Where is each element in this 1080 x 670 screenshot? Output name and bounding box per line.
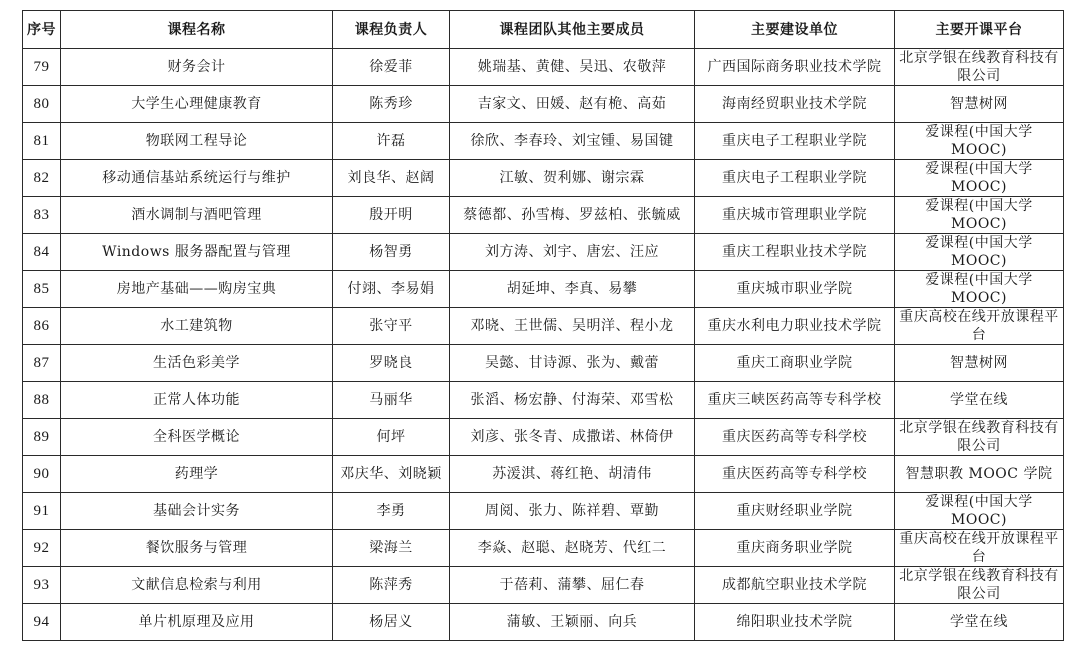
cell-team-members: 周阅、张力、陈祥碧、覃勤: [450, 493, 695, 530]
cell-no: 88: [23, 382, 61, 419]
cell-platform: 北京学银在线教育科技有限公司: [895, 49, 1064, 86]
cell-team-members: 刘方涛、刘宇、唐宏、汪应: [450, 234, 695, 271]
cell-platform: 爱课程(中国大学 MOOC): [895, 197, 1064, 234]
cell-course-lead: 殷开明: [333, 197, 450, 234]
cell-team-members: 胡延坤、李真、易攀: [450, 271, 695, 308]
cell-platform: 智慧树网: [895, 86, 1064, 123]
cell-team-members: 江敏、贺利娜、谢宗霖: [450, 160, 695, 197]
table-row: [23, 234, 1064, 271]
cell-no: 84: [23, 234, 61, 271]
cell-team-members: 于蓓莉、蒲攀、屈仁春: [450, 567, 695, 604]
cell-team-members: 姚瑞基、黄健、吴迅、农敬萍: [450, 49, 695, 86]
cell-course-name: 全科医学概论: [61, 419, 333, 456]
cell-course-lead: 梁海兰: [333, 530, 450, 567]
cell-team-members: 吴懿、甘诗源、张为、戴蕾: [450, 345, 695, 382]
cell-platform: 爱课程(中国大学 MOOC): [895, 271, 1064, 308]
table-row: [23, 86, 1064, 123]
cell-course-lead: 杨智勇: [333, 234, 450, 271]
cell-course-name: 基础会计实务: [61, 493, 333, 530]
cell-course-name: 单片机原理及应用: [61, 604, 333, 641]
table-row: [23, 567, 1064, 604]
cell-course-lead: 何坪: [333, 419, 450, 456]
cell-team-members: 李焱、赵聪、赵晓芳、代红二: [450, 530, 695, 567]
cell-course-lead: 张守平: [333, 308, 450, 345]
cell-no: 79: [23, 49, 61, 86]
cell-platform: 北京学银在线教育科技有限公司: [895, 419, 1064, 456]
cell-building-unit: 广西国际商务职业技术学院: [695, 49, 895, 86]
cell-no: 82: [23, 160, 61, 197]
cell-no: 81: [23, 123, 61, 160]
cell-building-unit: 重庆医药高等专科学校: [695, 456, 895, 493]
cell-building-unit: 重庆城市职业学院: [695, 271, 895, 308]
cell-platform: 爱课程(中国大学 MOOC): [895, 234, 1064, 271]
cell-no: 92: [23, 530, 61, 567]
cell-platform: 学堂在线: [895, 382, 1064, 419]
cell-course-lead: 陈秀珍: [333, 86, 450, 123]
cell-no: 83: [23, 197, 61, 234]
cell-course-lead: 邓庆华、刘晓颖: [333, 456, 450, 493]
table-row: [23, 271, 1064, 308]
course-table: [22, 10, 1064, 641]
cell-platform: 重庆高校在线开放课程平台: [895, 308, 1064, 345]
cell-course-name: 物联网工程导论: [61, 123, 333, 160]
cell-no: 93: [23, 567, 61, 604]
cell-platform: 重庆高校在线开放课程平台: [895, 530, 1064, 567]
cell-team-members: 张滔、杨宏静、付海荣、邓雪松: [450, 382, 695, 419]
cell-no: 85: [23, 271, 61, 308]
cell-building-unit: 重庆医药高等专科学校: [695, 419, 895, 456]
cell-building-unit: 重庆财经职业学院: [695, 493, 895, 530]
header-building-unit: 主要建设单位: [695, 11, 895, 49]
cell-course-lead: 徐爱菲: [333, 49, 450, 86]
cell-platform: 智慧树网: [895, 345, 1064, 382]
cell-no: 90: [23, 456, 61, 493]
cell-team-members: 邓晓、王世儒、吴明洋、程小龙: [450, 308, 695, 345]
cell-course-lead: 付翊、李易娟: [333, 271, 450, 308]
cell-no: 89: [23, 419, 61, 456]
cell-course-name: 酒水调制与酒吧管理: [61, 197, 333, 234]
cell-course-name: 财务会计: [61, 49, 333, 86]
table-row: [23, 123, 1064, 160]
cell-building-unit: 重庆商务职业学院: [695, 530, 895, 567]
header-no: 序号: [23, 11, 61, 49]
cell-platform: 智慧职教 MOOC 学院: [895, 456, 1064, 493]
cell-course-lead: 许磊: [333, 123, 450, 160]
cell-course-name: Windows 服务器配置与管理: [61, 234, 333, 271]
cell-no: 86: [23, 308, 61, 345]
cell-no: 91: [23, 493, 61, 530]
cell-team-members: 蔡德都、孙雪梅、罗兹柏、张毓威: [450, 197, 695, 234]
cell-course-name: 生活色彩美学: [61, 345, 333, 382]
cell-building-unit: 重庆城市管理职业学院: [695, 197, 895, 234]
cell-course-lead: 罗晓良: [333, 345, 450, 382]
cell-building-unit: 重庆电子工程职业学院: [695, 123, 895, 160]
cell-course-name: 移动通信基站系统运行与维护: [61, 160, 333, 197]
cell-platform: 学堂在线: [895, 604, 1064, 641]
cell-course-name: 正常人体功能: [61, 382, 333, 419]
cell-platform: 爱课程(中国大学 MOOC): [895, 160, 1064, 197]
table-row: [23, 456, 1064, 493]
cell-course-lead: 杨居义: [333, 604, 450, 641]
cell-building-unit: 重庆工商职业学院: [695, 345, 895, 382]
cell-building-unit: 重庆三峡医药高等专科学校: [695, 382, 895, 419]
cell-platform: 爱课程(中国大学 MOOC): [895, 123, 1064, 160]
cell-platform: 北京学银在线教育科技有限公司: [895, 567, 1064, 604]
header-platform: 主要开课平台: [895, 11, 1064, 49]
cell-course-name: 餐饮服务与管理: [61, 530, 333, 567]
cell-course-lead: 马丽华: [333, 382, 450, 419]
table-row: [23, 345, 1064, 382]
header-course-lead: 课程负责人: [333, 11, 450, 49]
header-course-name: 课程名称: [61, 11, 333, 49]
table-row: [23, 382, 1064, 419]
cell-building-unit: 绵阳职业技术学院: [695, 604, 895, 641]
cell-building-unit: 重庆水利电力职业技术学院: [695, 308, 895, 345]
cell-course-name: 房地产基础——购房宝典: [61, 271, 333, 308]
table-row: [23, 604, 1064, 641]
cell-team-members: 刘彦、张冬青、成撒诺、林倚伊: [450, 419, 695, 456]
cell-course-lead: 陈萍秀: [333, 567, 450, 604]
cell-team-members: 吉家文、田媛、赵有桅、高茹: [450, 86, 695, 123]
cell-course-lead: 李勇: [333, 493, 450, 530]
cell-team-members: 苏湲淇、蒋红艳、胡清伟: [450, 456, 695, 493]
cell-no: 87: [23, 345, 61, 382]
cell-team-members: 蒲敏、王颖丽、向兵: [450, 604, 695, 641]
cell-building-unit: 海南经贸职业技术学院: [695, 86, 895, 123]
table-row: [23, 308, 1064, 345]
table-row: [23, 493, 1064, 530]
cell-course-name: 水工建筑物: [61, 308, 333, 345]
cell-no: 80: [23, 86, 61, 123]
cell-course-lead: 刘良华、赵阔: [333, 160, 450, 197]
table-row: [23, 197, 1064, 234]
table-row: [23, 160, 1064, 197]
cell-building-unit: 成都航空职业技术学院: [695, 567, 895, 604]
table-row: [23, 530, 1064, 567]
table-row: [23, 419, 1064, 456]
cell-course-name: 药理学: [61, 456, 333, 493]
cell-building-unit: 重庆电子工程职业学院: [695, 160, 895, 197]
cell-course-name: 大学生心理健康教育: [61, 86, 333, 123]
table-row: [23, 49, 1064, 86]
cell-no: 94: [23, 604, 61, 641]
header-team-members: 课程团队其他主要成员: [450, 11, 695, 49]
cell-platform: 爱课程(中国大学 MOOC): [895, 493, 1064, 530]
cell-building-unit: 重庆工程职业技术学院: [695, 234, 895, 271]
table-body: [23, 49, 1064, 641]
table-header-row: [23, 11, 1064, 49]
cell-course-name: 文献信息检索与利用: [61, 567, 333, 604]
cell-team-members: 徐欣、李春玲、刘宝锺、易国键: [450, 123, 695, 160]
